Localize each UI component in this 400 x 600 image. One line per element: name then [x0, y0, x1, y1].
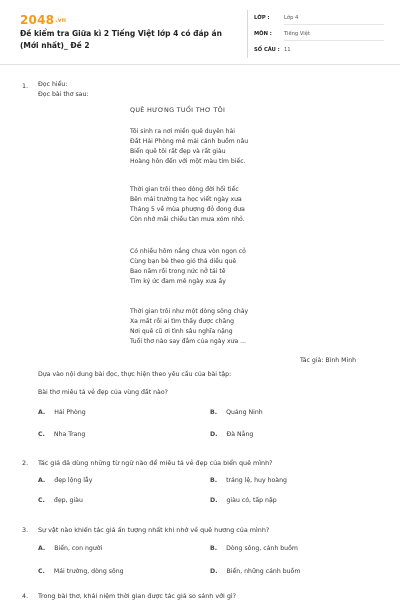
poem-line: Xa mất rồi ai tìm thấy được chăng [130, 318, 234, 325]
option-letter: B. [210, 477, 218, 484]
question-text: Trong bài thơ, khái niệm thời gian được tác giả so sánh với gì? [38, 592, 237, 600]
option-letter: D. [210, 431, 218, 438]
meta-value: Lớp 4 [284, 15, 299, 21]
meta-key: SỐ CÂU : [254, 47, 280, 53]
poem-line: Tôi sinh ra nơi miền quê duyên hải [130, 128, 235, 135]
option-letter: C. [38, 431, 45, 438]
option-a[interactable] [38, 545, 102, 552]
question-text: Bài thơ miêu tả vẻ đẹp của vùng đất nào? [38, 389, 168, 396]
poem-line: Thời gian trôi theo dòng đời hối tiếc [130, 186, 239, 193]
poem-line: Thời gian trôi như một dòng sông chảy [130, 308, 249, 315]
option-c[interactable] [38, 431, 85, 438]
option-text: Dòng sông, cánh buồm [226, 545, 298, 552]
poem-title: QUÊ HƯƠNG TUỔI THƠ TÔI [130, 106, 226, 114]
document-title: Đề kiểm tra Giữa kì 2 Tiếng Việt lớp 4 có đáp án (Mới nhất)_ Đề 2 [20, 29, 222, 50]
option-text: đẹp, giàu [53, 497, 83, 504]
poem-stanza-4 [130, 307, 248, 347]
poem-line: Tháng 5 về mùa phượng đỏ đong đưa [130, 206, 245, 213]
option-text: Đà Nẵng [226, 431, 254, 438]
option-d[interactable] [210, 431, 253, 438]
poem-author: Tác giả: Bình Minh [300, 357, 357, 364]
option-letter: C. [38, 568, 45, 575]
question-number: 2. [22, 459, 29, 467]
poem-stanza-2 [130, 185, 245, 225]
question-number: 3. [22, 526, 29, 534]
meta-key: MÔN : [254, 31, 272, 37]
question-number: 1. [22, 82, 29, 90]
poem-stanza-1 [130, 127, 248, 167]
reading-intro [38, 80, 88, 100]
question-text: Tác giả đã dùng những từ ngữ nào để miêu tả vẻ đẹp của biển quê mình? [38, 459, 273, 467]
brand-tld: .vn [55, 17, 67, 24]
brand-name: 2048 [20, 13, 55, 27]
option-letter: A. [38, 409, 46, 416]
option-text: đẹp lộng lẫy [54, 477, 93, 484]
option-text: Hải Phòng [54, 409, 86, 416]
option-text: Nha Trang [53, 431, 86, 438]
meta-rule [284, 40, 384, 41]
meta-row-subject [254, 30, 384, 38]
option-b[interactable] [210, 545, 298, 552]
option-a[interactable] [38, 477, 92, 484]
poem-line: Đất Hải Phòng mê mải cánh buồm nâu [130, 138, 249, 145]
header-divider [247, 10, 248, 58]
poem-line: Có nhiều hôm nắng chưa vòn ngọn cỏ [130, 248, 246, 255]
option-c[interactable] [38, 568, 124, 575]
instruction-text: Dựa vào nội dung bài đọc, thực hiện theo yêu cầu của bài tập: [38, 371, 232, 378]
option-d[interactable] [210, 568, 300, 575]
option-letter: B. [210, 409, 218, 416]
option-letter: D. [210, 568, 218, 575]
option-text: Mái trường, dòng sông [53, 568, 124, 575]
poem-line: Tuổi thơ nào say đắm của ngày xưa ... [130, 338, 246, 345]
option-d[interactable] [210, 497, 277, 504]
option-text: Quảng Ninh [226, 409, 263, 416]
option-a[interactable] [38, 409, 86, 416]
option-letter: A. [38, 477, 46, 484]
question-text: Sự vật nào khiến tác giả ấn tượng nhất khi nhớ về quê hương của mình? [38, 526, 270, 534]
reading-subheading: Đọc bài thơ sau: [38, 91, 89, 98]
poem-line: Bên mái trường ta học viết ngày xưa [130, 196, 242, 203]
question-number: 4. [22, 592, 29, 600]
poem-line: Hoàng hôn đến với một màu tím biếc. [130, 158, 246, 165]
option-text: giàu có, tấp nập [226, 497, 277, 504]
poem-line: Còn nhớ mãi chiều tàn mưa xóm nhỏ. [130, 216, 245, 223]
option-letter: C. [38, 497, 45, 504]
poem-line: Tìm ký ức đam mê ngày xưa ấy [130, 278, 226, 285]
option-b[interactable] [210, 409, 263, 416]
poem-stanza-3 [130, 247, 246, 287]
option-text: Biển, những cánh buồm [226, 568, 301, 575]
poem-line: Biển quê tôi rất đẹp và rất giàu [130, 148, 226, 155]
brand-logo[interactable] [20, 13, 66, 27]
option-text: Biển, con người [54, 545, 103, 552]
poem-line: Cùng bạn bè theo gió thả diều quê [130, 258, 237, 265]
meta-row-count [254, 46, 384, 54]
option-c[interactable] [38, 497, 83, 504]
poem-line: Nơi quê cũ ơi tình sâu nghĩa nặng [130, 328, 233, 335]
option-letter: D. [210, 497, 218, 504]
poem-line: Bao năm rồi trong nức nở tái tê [130, 268, 226, 275]
document-header [0, 0, 400, 65]
option-text: tráng lệ, huy hoàng [226, 477, 287, 484]
meta-key: LỚP : [254, 15, 270, 21]
option-letter: A. [38, 545, 46, 552]
meta-row-grade [254, 14, 384, 22]
meta-value: 11 [284, 47, 291, 53]
meta-rule [284, 24, 384, 25]
option-letter: B. [210, 545, 218, 552]
option-b[interactable] [210, 477, 287, 484]
reading-heading: Đọc hiểu: [38, 81, 68, 88]
meta-value: Tiếng Việt [284, 31, 310, 37]
